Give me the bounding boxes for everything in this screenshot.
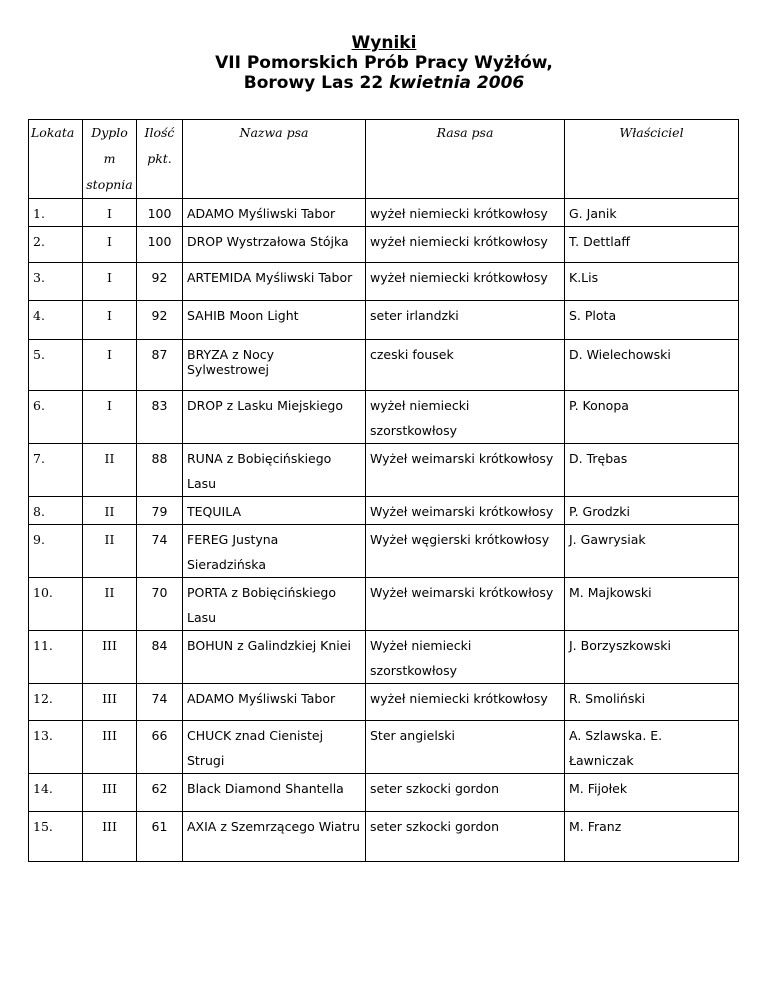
cell-lokata: 9. xyxy=(29,525,83,578)
header-dyplom-line3: stopnia xyxy=(86,177,133,192)
cell-dyplom: I xyxy=(83,301,137,340)
cell-pkt: 88 xyxy=(137,444,183,497)
cell-dyplom: III xyxy=(83,812,137,862)
cell-lokata: 1. xyxy=(29,199,83,227)
table-row xyxy=(29,497,739,525)
cell-rasa: wyżeł niemiecki krótkowłosy xyxy=(366,684,565,721)
cell-pkt: 74 xyxy=(137,684,183,721)
cell-rasa: wyżeł niemiecki szorstkowłosy xyxy=(366,391,565,444)
cell-pkt: 100 xyxy=(137,199,183,227)
cell-pkt: 79 xyxy=(137,497,183,525)
cell-nazwa: ADAMO Myśliwski Tabor xyxy=(183,684,366,721)
cell-wlasciciel: J. Gawrysiak xyxy=(565,525,739,578)
table-row xyxy=(29,578,739,631)
cell-lokata: 14. xyxy=(29,774,83,812)
cell-nazwa: ARTEMIDA Myśliwski Tabor xyxy=(183,263,366,301)
cell-lokata: 2. xyxy=(29,227,83,263)
cell-lokata: 8. xyxy=(29,497,83,525)
cell-dyplom: III xyxy=(83,774,137,812)
cell-rasa: Wyżeł weimarski krótkowłosy xyxy=(366,578,565,631)
cell-nazwa: PORTA z Bobięcińskiego Lasu xyxy=(183,578,366,631)
document-subtitle: VII Pomorskich Prób Pracy Wyżłów, xyxy=(215,53,553,73)
table-row xyxy=(29,199,739,227)
cell-dyplom: I xyxy=(83,391,137,444)
cell-lokata: 4. xyxy=(29,301,83,340)
cell-rasa: wyżeł niemiecki krótkowłosy xyxy=(366,199,565,227)
cell-dyplom: II xyxy=(83,578,137,631)
cell-lokata: 5. xyxy=(29,340,83,391)
cell-lokata: 6. xyxy=(29,391,83,444)
cell-wlasciciel: S. Plota xyxy=(565,301,739,340)
table-row xyxy=(29,301,739,340)
cell-pkt: 92 xyxy=(137,263,183,301)
cell-nazwa: ADAMO Myśliwski Tabor xyxy=(183,199,366,227)
cell-pkt: 100 xyxy=(137,227,183,263)
cell-nazwa: CHUCK znad Cienistej Strugi xyxy=(183,721,366,774)
cell-nazwa: Black Diamond Shantella xyxy=(183,774,366,812)
cell-nazwa: FEREG Justyna Sieradzińska xyxy=(183,525,366,578)
cell-rasa: wyżeł niemiecki krótkowłosy xyxy=(366,227,565,263)
cell-wlasciciel: P. Grodzki xyxy=(565,497,739,525)
cell-pkt: 61 xyxy=(137,812,183,862)
cell-wlasciciel: G. Janik xyxy=(565,199,739,227)
cell-dyplom: I xyxy=(83,199,137,227)
cell-rasa: wyżeł niemiecki krótkowłosy xyxy=(366,263,565,301)
date-text: kwietnia 2006 xyxy=(389,73,525,93)
cell-dyplom: II xyxy=(83,497,137,525)
header-wlasciciel: Właściciel xyxy=(565,120,739,199)
cell-lokata: 11. xyxy=(29,631,83,684)
cell-dyplom: III xyxy=(83,721,137,774)
cell-pkt: 70 xyxy=(137,578,183,631)
cell-wlasciciel: P. Konopa xyxy=(565,391,739,444)
cell-rasa: Ster angielski xyxy=(366,721,565,774)
cell-wlasciciel: A. Szlawska. E. Ławniczak xyxy=(565,721,739,774)
document-title: Wyniki xyxy=(351,33,417,53)
cell-rasa: Wyżeł weimarski krótkowłosy xyxy=(366,497,565,525)
table-row xyxy=(29,812,739,862)
cell-wlasciciel: M. Fijołek xyxy=(565,774,739,812)
header-lokata: Lokata xyxy=(29,120,83,199)
cell-wlasciciel: J. Borzyszkowski xyxy=(565,631,739,684)
header-ilosc-line1: Ilość xyxy=(144,125,175,140)
cell-dyplom: I xyxy=(83,227,137,263)
cell-rasa: seter irlandzki xyxy=(366,301,565,340)
cell-dyplom: II xyxy=(83,525,137,578)
cell-lokata: 12. xyxy=(29,684,83,721)
header-rasa: Rasa psa xyxy=(366,120,565,199)
header-ilosc-line2: pkt. xyxy=(147,151,172,166)
table-row xyxy=(29,444,739,497)
cell-nazwa: RUNA z Bobięcińskiego Lasu xyxy=(183,444,366,497)
cell-rasa: Wyżeł weimarski krótkowłosy xyxy=(366,444,565,497)
header-ilosc xyxy=(137,120,183,199)
table-row xyxy=(29,721,739,774)
table-row xyxy=(29,525,739,578)
cell-lokata: 3. xyxy=(29,263,83,301)
table-row xyxy=(29,684,739,721)
cell-nazwa: DROP Wystrzałowa Stójka xyxy=(183,227,366,263)
header-dyplom xyxy=(83,120,137,199)
cell-nazwa: DROP z Lasku Miejskiego xyxy=(183,391,366,444)
cell-dyplom: III xyxy=(83,684,137,721)
cell-pkt: 66 xyxy=(137,721,183,774)
place-text: Borowy Las 22 xyxy=(243,73,384,93)
document-place-date xyxy=(0,73,768,93)
table-row xyxy=(29,227,739,263)
cell-rasa: Wyżeł węgierski krótkowłosy xyxy=(366,525,565,578)
table-header-row xyxy=(29,120,739,199)
cell-lokata: 13. xyxy=(29,721,83,774)
table-row xyxy=(29,263,739,301)
cell-nazwa: BOHUN z Galindzkiej Kniei xyxy=(183,631,366,684)
table-row xyxy=(29,774,739,812)
header-dyplom-line1: Dyplo xyxy=(91,125,128,140)
header-dyplom-line2: m xyxy=(103,151,116,166)
cell-dyplom: I xyxy=(83,263,137,301)
cell-nazwa: BRYZA z Nocy Sylwestrowej xyxy=(183,340,366,391)
cell-wlasciciel: D. Trębas xyxy=(565,444,739,497)
results-table xyxy=(28,119,739,862)
cell-nazwa: SAHIB Moon Light xyxy=(183,301,366,340)
cell-dyplom: III xyxy=(83,631,137,684)
cell-pkt: 84 xyxy=(137,631,183,684)
cell-dyplom: I xyxy=(83,340,137,391)
cell-dyplom: II xyxy=(83,444,137,497)
cell-rasa: Wyżeł niemiecki szorstkowłosy xyxy=(366,631,565,684)
cell-wlasciciel: M. Franz xyxy=(565,812,739,862)
cell-nazwa: TEQUILA xyxy=(183,497,366,525)
document-header xyxy=(0,33,768,93)
header-nazwa: Nazwa psa xyxy=(183,120,366,199)
cell-pkt: 62 xyxy=(137,774,183,812)
table-row xyxy=(29,391,739,444)
cell-wlasciciel: R. Smoliński xyxy=(565,684,739,721)
cell-nazwa: AXIA z Szemrzącego Wiatru xyxy=(183,812,366,862)
cell-wlasciciel: M. Majkowski xyxy=(565,578,739,631)
cell-wlasciciel: D. Wielechowski xyxy=(565,340,739,391)
cell-pkt: 74 xyxy=(137,525,183,578)
cell-pkt: 87 xyxy=(137,340,183,391)
cell-pkt: 92 xyxy=(137,301,183,340)
table-row xyxy=(29,340,739,391)
cell-pkt: 83 xyxy=(137,391,183,444)
cell-rasa: czeski fousek xyxy=(366,340,565,391)
cell-wlasciciel: T. Dettlaff xyxy=(565,227,739,263)
cell-rasa: seter szkocki gordon xyxy=(366,774,565,812)
cell-lokata: 10. xyxy=(29,578,83,631)
cell-lokata: 15. xyxy=(29,812,83,862)
cell-wlasciciel: K.Lis xyxy=(565,263,739,301)
cell-lokata: 7. xyxy=(29,444,83,497)
table-row xyxy=(29,631,739,684)
cell-rasa: seter szkocki gordon xyxy=(366,812,565,862)
